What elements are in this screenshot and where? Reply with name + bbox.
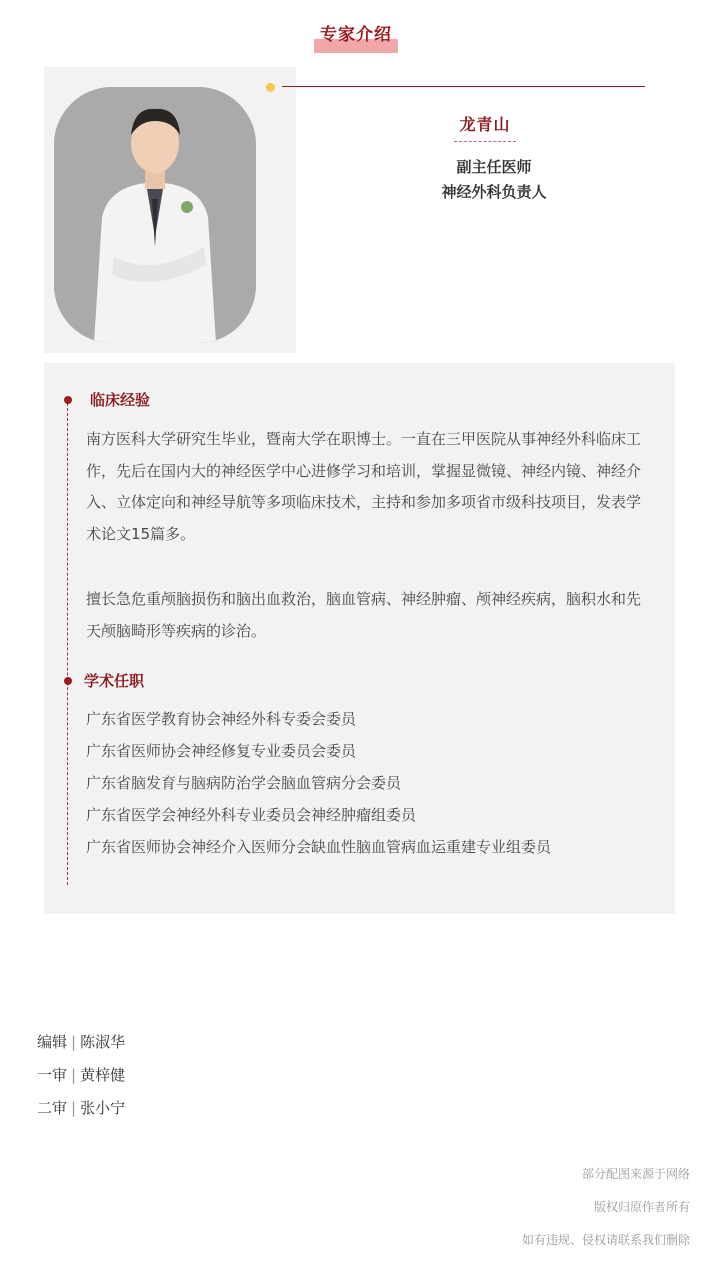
academic-positions-list [86, 703, 646, 863]
credit-role: 编辑 [37, 1033, 68, 1051]
section-title-academic: 学术任职 [84, 672, 145, 690]
page-header [0, 18, 712, 47]
doctor-title-rank: 副主任医师 [456, 158, 532, 176]
list-item: 广东省医师协会神经介入医师分会缺血性脑血管病血运重建专业组委员 [86, 838, 552, 856]
credit-role: 二审 [37, 1099, 68, 1117]
name-divider-line [282, 86, 645, 87]
doctor-titles [404, 155, 584, 205]
credit-separator: | [71, 1066, 77, 1084]
clinical-paragraph-1: 南方医科大学研究生毕业，暨南大学在职博士。一直在三甲医院从事神经外科临床工作，先后在国内大的神经医学中心进修学习和培训，掌握显微镜、神经内镜、神经介入、立体定向和神经导航等多项临床技术，主持和参加多项省市级科技项目，发表学术论文15篇多。 [86, 430, 642, 543]
credit-separator: | [71, 1099, 77, 1117]
doctor-name: 龙青山 [459, 115, 511, 134]
editor-credits [37, 1026, 125, 1125]
timeline-rail [67, 403, 68, 885]
footer-note: 版权归原作者所有 [593, 1200, 690, 1214]
academic-bullet-dot [64, 677, 72, 685]
name-underline [454, 141, 516, 142]
credit-first-review [37, 1059, 125, 1092]
profile-card [44, 363, 675, 914]
doctor-photo [54, 87, 256, 343]
clinical-paragraph-2: 擅长急危重颅脑损伤和脑出血救治，脑血管病、神经肿瘤、颅神经疾病，脑积水和先天颅脑畸形等疾病的诊治。 [86, 590, 642, 640]
credit-editor [37, 1026, 125, 1059]
footer-notes [522, 1158, 690, 1257]
footer-note: 部分配图来源于网络 [581, 1167, 690, 1181]
list-item: 广东省医师协会神经修复专业委员会委员 [86, 742, 357, 760]
doctor-photo-frame [44, 67, 296, 353]
credit-name: 陈淑华 [80, 1033, 126, 1051]
doctor-portrait-illustration [54, 87, 256, 343]
credit-role: 一审 [37, 1066, 68, 1084]
list-item: 广东省医学会神经外科专业委员会神经肿瘤组委员 [86, 806, 417, 824]
section-title-clinical: 临床经验 [90, 391, 151, 409]
credit-second-review [37, 1092, 125, 1125]
name-accent-dot [266, 83, 275, 92]
footer-note: 如有违规、侵权请联系我们删除 [521, 1233, 690, 1247]
clinical-bullet-dot [64, 396, 72, 404]
credit-name: 张小宁 [80, 1099, 126, 1117]
list-item: 广东省脑发育与脑病防治学会脑血管病分会委员 [86, 774, 402, 792]
credit-separator: | [71, 1033, 77, 1051]
list-item: 广东省医学教育协会神经外科专委会委员 [86, 710, 357, 728]
doctor-title-role: 神经外科负责人 [441, 183, 547, 201]
credit-name: 黄梓健 [80, 1066, 126, 1084]
page-title: 专家介绍 [316, 18, 396, 47]
